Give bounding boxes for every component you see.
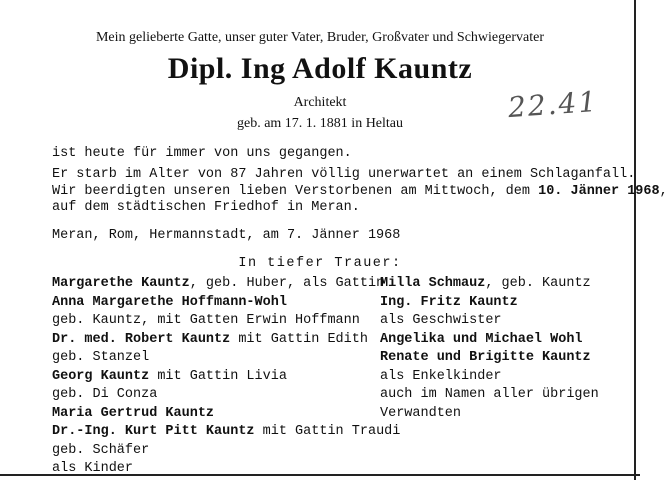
mourner-name: Maria Gertrud Kauntz (52, 405, 215, 421)
mourner-detail: geb. Stanzel (52, 350, 150, 365)
mourner-name: Margarethe Kauntz (52, 276, 190, 291)
handwritten-note: 22.41 (506, 84, 600, 125)
mourner-line (52, 442, 400, 461)
mourner-line (380, 312, 599, 331)
mourner-detail: geb. Di Conza (52, 387, 158, 402)
mourner-line (52, 275, 400, 294)
deceased-name: Dipl. Ing Adolf Kauntz (167, 52, 473, 85)
mourner-line (52, 331, 400, 350)
mourners-right-column (380, 275, 599, 423)
mourner-name: Ing. Fritz Kauntz (380, 294, 518, 310)
place-date: Meran, Rom, Hermannstadt, am 7. Jänner 1968 (52, 228, 401, 243)
mourner-detail: geb. Kauntz, mit Gatten Erwin Hoffmann (52, 313, 360, 328)
profession: Architekt (293, 95, 347, 110)
mourner-detail: mit Gattin Livia (149, 368, 287, 384)
mourner-detail: , geb. Kauntz (485, 276, 591, 291)
mourner-line (52, 312, 400, 331)
mourner-line (52, 349, 400, 368)
mourner-detail: als Enkelkinder (380, 368, 502, 384)
mourner-line (380, 405, 599, 424)
mourner-name: Angelika und Michael Wohl (380, 331, 583, 347)
mourner-line (52, 368, 400, 387)
mourner-detail: auch im Namen aller übrigen (380, 387, 599, 402)
body-line-2: Er starb im Alter von 87 Jahren völlig unerwartet an einem Schlaganfall. (52, 167, 636, 182)
funeral-date: 10. Jänner 1968 (538, 184, 660, 199)
mourner-line (380, 275, 599, 294)
mourner-name: Anna Margarethe Hoffmann-Wohl (52, 294, 287, 310)
mourner-name: Renate und Brigitte Kauntz (380, 350, 591, 365)
mourner-line (380, 294, 599, 313)
mourner-line (380, 386, 599, 405)
mourner-line (380, 368, 599, 387)
mourner-line (380, 331, 599, 350)
body-line-3 (52, 184, 668, 199)
mourner-detail: mit Gattin Traudi (254, 424, 401, 439)
birth-info: geb. am 17. 1. 1881 in Heltau (236, 116, 404, 131)
mourner-detail: geb. Schäfer (52, 442, 150, 458)
mourning-heading: In tiefer Trauer: (238, 256, 402, 271)
mourners-left-column (52, 275, 400, 479)
mourner-name: Dr. med. Robert Kauntz (52, 331, 231, 347)
mourner-detail: mit Gattin Edith (230, 331, 368, 347)
mourner-line (52, 386, 400, 405)
body-line-4: auf dem städtischen Friedhof in Meran. (52, 200, 360, 215)
body-line-3-start: Wir beerdigten unseren lieben Verstorbenen am Mittwoch, dem (52, 184, 539, 199)
mourner-name: Georg Kauntz (52, 368, 150, 384)
mourner-name: Milla Schmauz (380, 276, 486, 291)
mourner-line (52, 294, 400, 313)
mourner-line (380, 349, 599, 368)
intro-line: Mein gelieberte Gatte, unser guter Vater, Bruder, Großvater und Schwiegervater (95, 30, 544, 45)
mourner-detail: als Kinder (52, 461, 134, 476)
mourner-line (52, 405, 400, 424)
mourner-line (52, 460, 400, 479)
mourner-detail: als Geschwister (380, 313, 502, 328)
mourner-detail: , geb. Huber, als Gattin (189, 276, 385, 291)
mourner-detail: Verwandten (380, 405, 462, 421)
body-line-1: ist heute für immer von uns gegangen. (52, 146, 352, 161)
mourner-line (52, 423, 400, 442)
mourner-name: Dr.-Ing. Kurt Pitt Kauntz (52, 424, 255, 439)
body-line-3-end: , (659, 184, 668, 199)
